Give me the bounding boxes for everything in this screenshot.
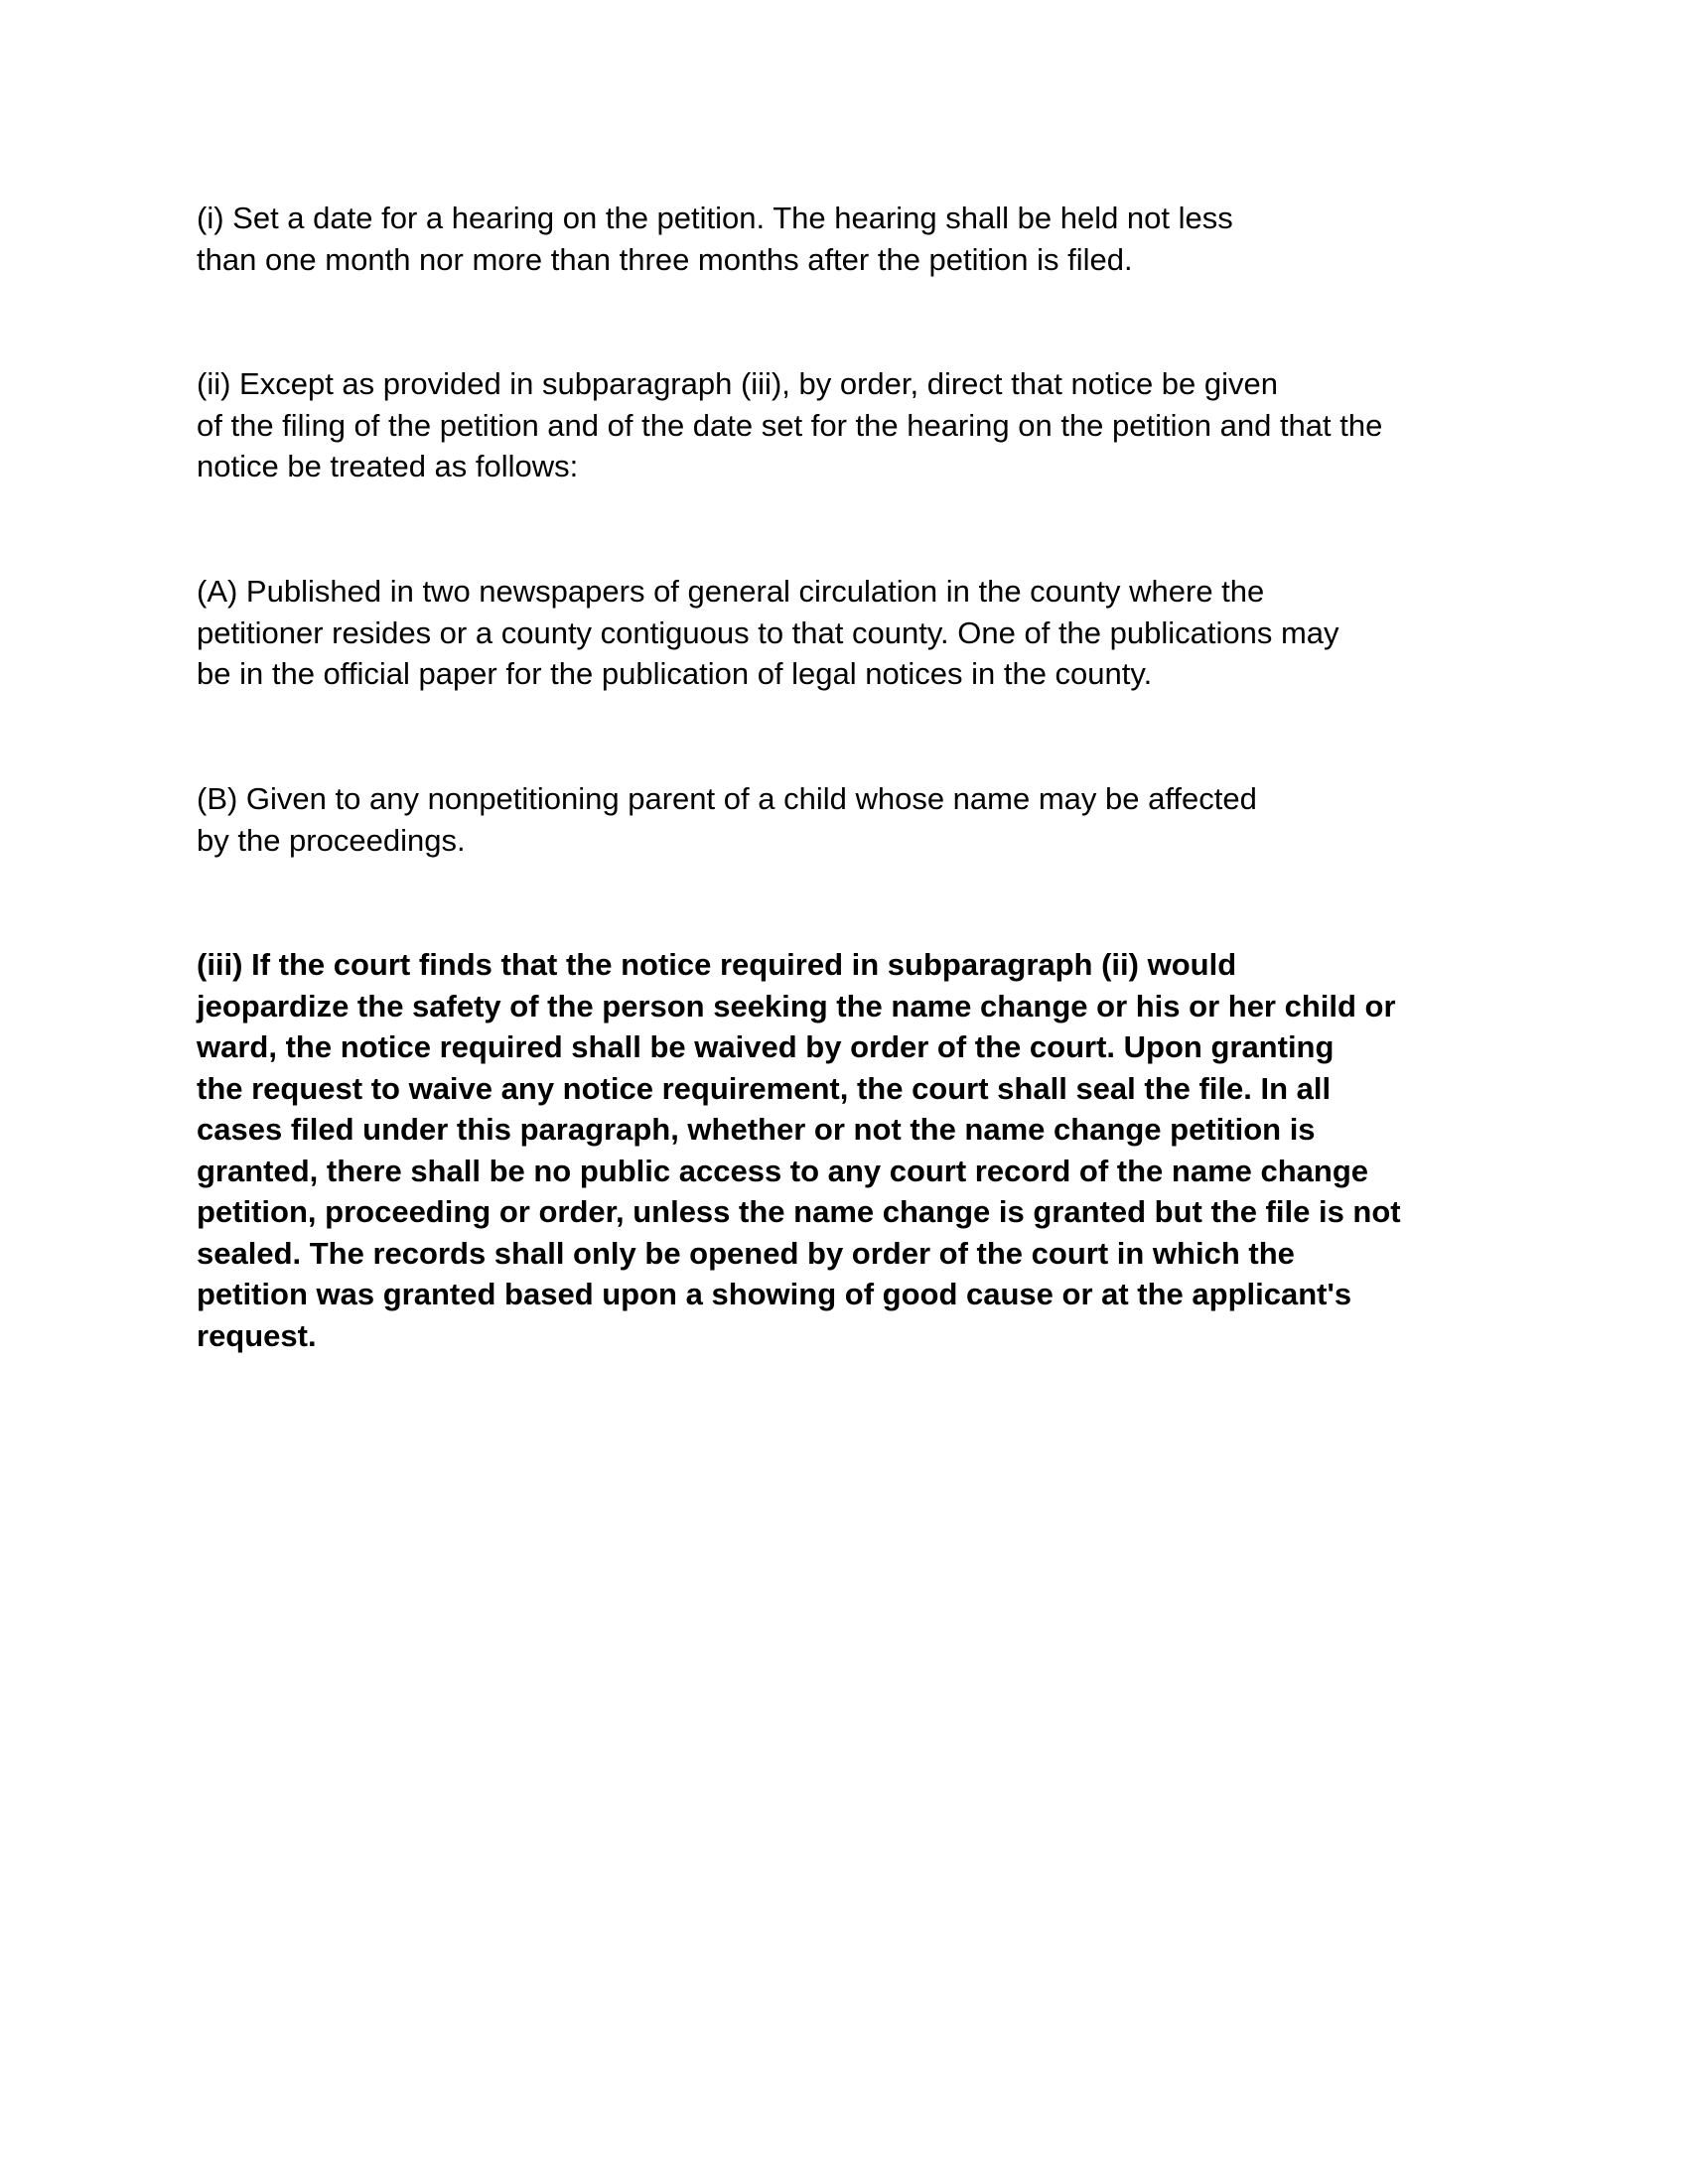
paragraph-i-hearing-date: (i) Set a date for a hearing on the petition. The hearing shall be held not less than one month nor more than three months after the petition is filed. [197,201,1233,277]
paragraph-iii-notice-waiver: (iii) If the court finds that the notice required in subparagraph (ii) would jeopardize the safety of the person seeking the name change or his or her child or ward, the notice required shall be waived by order of the court. Upon granting the request to waive any notice requirement, the court shall seal the file. In all cases filed under this paragraph, whether or not the name change petition is granted, there shall be no public access to any court record of the name change petition, proceeding or order, unless the name change is granted but the file is not sealed. The records shall only be opened by order of the court in which the petition was granted based upon a showing of good cause or at the applicant's request. [197,947,1401,1353]
paragraph-a-newspaper-publication: (A) Published in two newspapers of general circulation in the county where the petitioner resides or a county contiguous to that county. One of the publications may be in the official paper for the publication of legal notices in the county. [197,574,1339,691]
paragraph-ii-notice-order: (ii) Except as provided in subparagraph (iii), by order, direct that notice be given of the filing of the petition and of the date set for the hearing on the petition and that the notice be treated as follows: [197,366,1383,483]
paragraph-b-nonpetitioning-parent: (B) Given to any nonpetitioning parent of a child whose name may be affected by the proceedings. [197,781,1257,858]
